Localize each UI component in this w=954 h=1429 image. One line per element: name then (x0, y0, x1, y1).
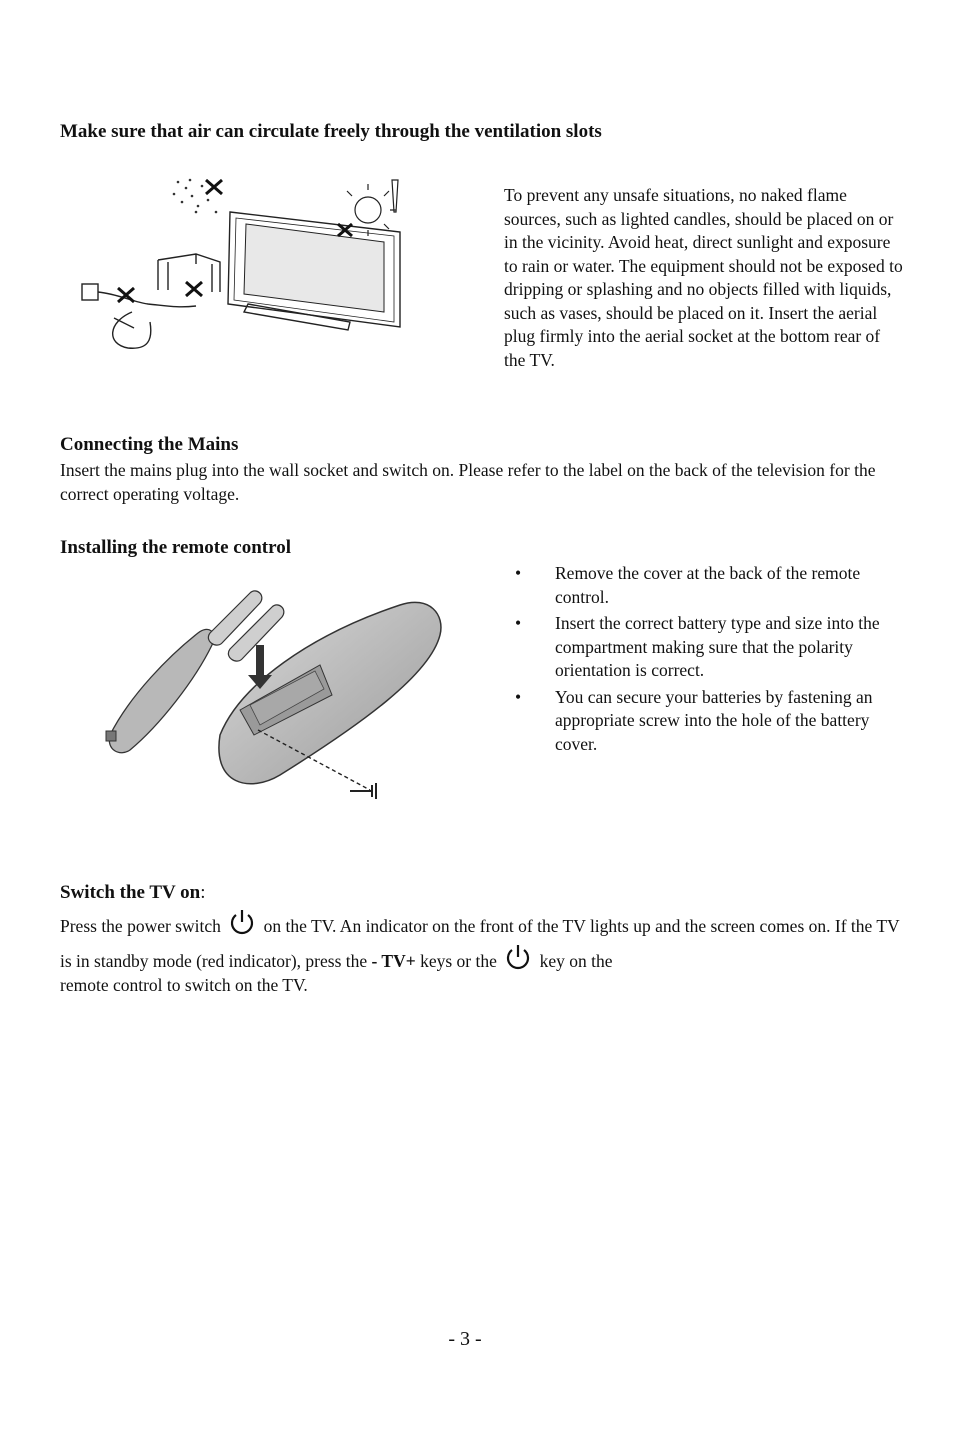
tv-safety-illustration (78, 172, 408, 362)
list-item-text: Remove the cover at the back of the remote control. (555, 563, 861, 607)
switch-text-2: on the TV. An indicator on the front of the TV lights up and the screen comes on. If the TV is in standby mode (red indicator), press the (60, 916, 900, 971)
switch-heading-text: Switch the TV on (60, 882, 201, 903)
tv-keys: - TV+ (371, 951, 416, 971)
list-item (515, 612, 895, 683)
remote-battery-illustration (100, 585, 450, 810)
bullet: • (515, 613, 522, 633)
list-item (515, 686, 895, 757)
switch-text-3: keys or the (415, 951, 502, 971)
switch-text-5: remote control to switch on the TV. (60, 975, 308, 995)
list-item-text: You can secure your batteries by fastening an appropriate screw into the hole of the battery cover. (555, 686, 873, 754)
bullet: • (515, 686, 522, 707)
list-item (515, 562, 895, 609)
remote-instructions-list (515, 562, 895, 759)
list-item-text: Insert the correct battery type and size into the compartment making sure that the polarity orientation is correct. (555, 613, 880, 680)
switch-text-4: key on the (535, 951, 613, 971)
switch-on-paragraph (60, 908, 900, 1002)
section-heading-ventilation: Make sure that air can circulate freely through the ventilation slots (60, 121, 602, 142)
mains-paragraph: Insert the mains plug into the wall socket and switch on. Please refer to the label on the back of the television for the correct operating voltage. (60, 460, 876, 504)
page-number: - 3 - (448, 1328, 482, 1350)
switch-text-1: Press the power switch (60, 916, 226, 936)
power-icon (225, 908, 259, 936)
switch-heading-colon: : (200, 882, 206, 903)
ventilation-paragraph: To prevent any unsafe situations, no naked flame sources, such as lighted candles, should be placed on or in the vicinity. Avoid heat, direct sunlight and exposure to rain or water. The equipment should not be exposed to dripping or splashing and no objects filled with liquids, such as vases, should be placed on it. Insert the aerial plug firmly into the aerial socket at the bottom rear of the TV. (504, 185, 903, 370)
section-heading-remote: Installing the remote control (60, 537, 291, 558)
section-heading-mains: Connecting the Mains (60, 434, 239, 455)
power-icon (501, 943, 535, 971)
bullet: • (515, 563, 522, 583)
section-heading-switch-on (60, 882, 206, 904)
